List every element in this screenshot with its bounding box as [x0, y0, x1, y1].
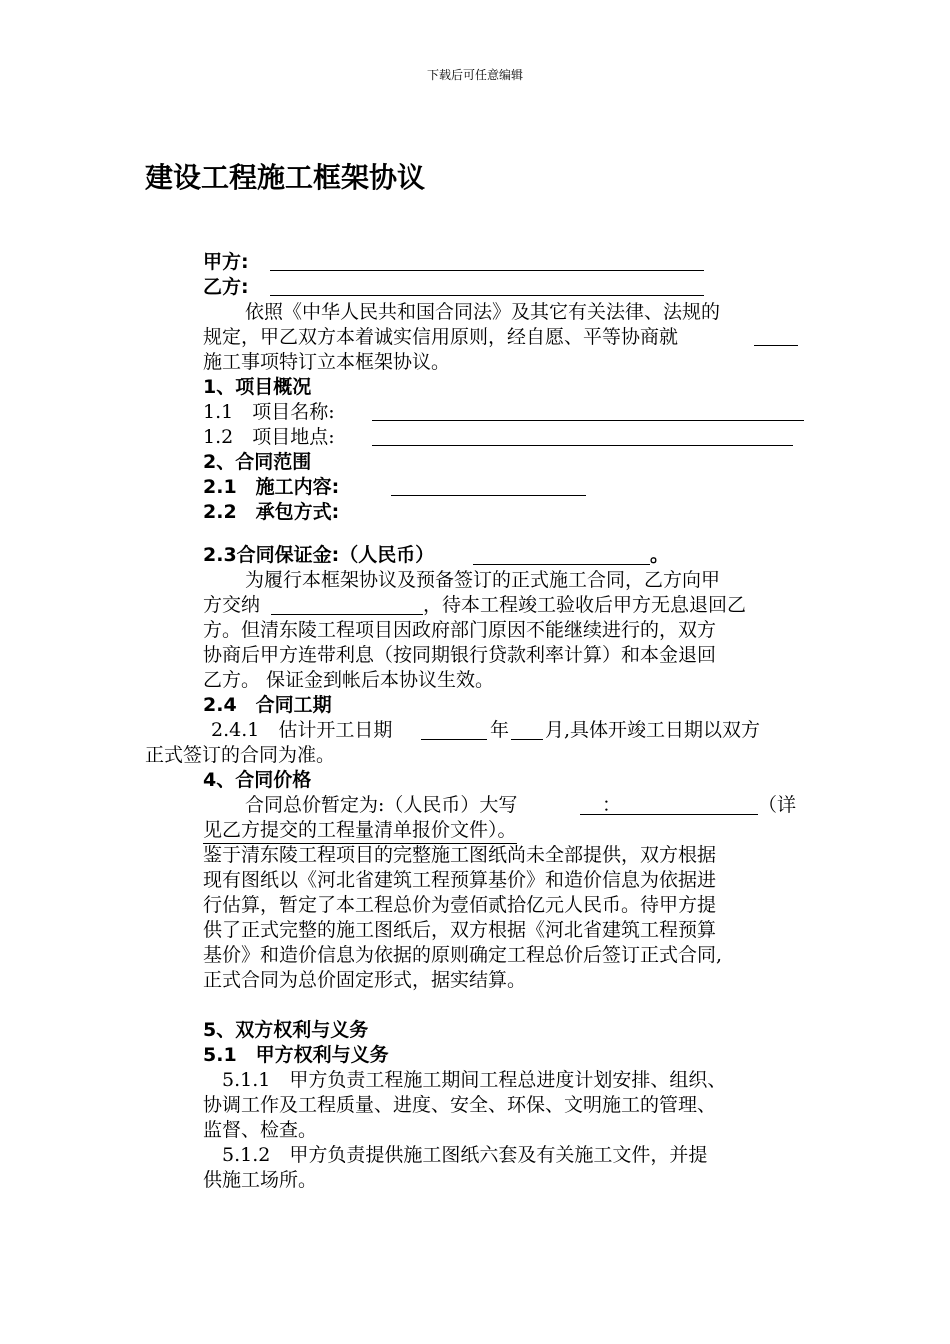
item-2-4-1-year: 年 — [490, 719, 510, 741]
item-1-1-blank — [372, 420, 804, 421]
section-1-heading: 1、项目概况 — [203, 376, 312, 398]
item-2-3-blank — [473, 564, 650, 565]
item-2-1-label: 2.1 施工内容: — [203, 476, 340, 498]
item-5-1-1-line-1: 5.1.1 甲方负责工程施工期间工程总进度计划安排、组织、 — [222, 1069, 727, 1091]
price-line-1b: ： — [602, 794, 622, 816]
item-1-2-label: 1.2 项目地点: — [203, 426, 335, 448]
section-5-heading: 5、双方权利与义务 — [203, 1019, 369, 1041]
intro-line-3: 施工事项特订立本框架协议。 — [203, 351, 451, 373]
price-para-2: 现有图纸以《河北省建筑工程预算基价》和造价信息为依据进 — [203, 869, 717, 891]
section-2-heading: 2、合同范围 — [203, 451, 312, 473]
document-title: 建设工程施工框架协议 — [145, 161, 426, 194]
item-1-2-blank — [372, 445, 793, 446]
item-5-1-1-line-3: 监督、检查。 — [203, 1119, 318, 1141]
item-2-4-1-cont: 正式签订的合同为准。 — [145, 744, 336, 766]
price-line-1c: （详 — [758, 794, 797, 816]
price-para-5: 基价》和造价信息为依据的原则确定工程总价后签订正式合同, — [203, 944, 723, 966]
price-line-1a: 合同总价暂定为:（人民币）大写 — [245, 794, 518, 816]
deposit-line-2b: ，待本工程竣工验收后甲方无息退回乙 — [423, 594, 747, 616]
party-a-label: 甲方: — [203, 251, 249, 273]
intro-line-1: 依照《中华人民共和国合同法》及其它有关法律、法规的 — [245, 301, 721, 323]
item-2-4-1-month: 月,具体开竣工日期以双方 — [545, 719, 761, 741]
intro-blank — [754, 345, 798, 346]
start-month-blank — [511, 739, 543, 740]
item-2-4-1-start: 2.4.1 估计开工日期 — [211, 719, 393, 741]
price-para-3: 行估算，暂定了本工程总价为壹佰贰拾亿元人民币。待甲方提 — [203, 894, 717, 916]
item-5-1-2-line-2: 供施工场所。 — [203, 1169, 318, 1191]
deposit-line-1: 为履行本框架协议及预备签订的正式施工合同，乙方向甲 — [245, 569, 721, 591]
deposit-line-5: 乙方。 保证金到帐后本协议生效。 — [203, 669, 495, 691]
price-para-4: 供了正式完整的施工图纸后，双方根据《河北省建筑工程预算 — [203, 919, 717, 941]
deposit-blank — [271, 614, 423, 615]
item-5-1-heading: 5.1 甲方权利与义务 — [203, 1044, 389, 1066]
intro-line-2: 规定，甲乙双方本着诚实信用原则，经自愿、平等协商就 — [203, 326, 679, 348]
price-para-6: 正式合同为总价固定形式，据实结算。 — [203, 969, 527, 991]
header-note: 下载后可任意编辑 — [426, 68, 523, 82]
item-2-3-label: 2.3合同保证金:（人民币） — [203, 544, 435, 566]
price-blank — [580, 814, 758, 815]
party-b-label: 乙方: — [203, 276, 249, 298]
party-a-blank — [270, 270, 704, 271]
item-2-2-label: 2.2 承包方式: — [203, 501, 340, 523]
party-b-blank — [270, 295, 704, 296]
deposit-line-4: 协商后甲方连带利息（按同期银行贷款利率计算）和本金退回 — [203, 644, 717, 666]
deposit-line-3: 方。但清东陵工程项目因政府部门原因不能继续进行的，双方 — [203, 619, 717, 641]
start-year-blank — [421, 739, 487, 740]
item-5-1-1-line-2: 协调工作及工程质量、进度、安全、环保、文明施工的管理、 — [203, 1094, 717, 1116]
deposit-line-2a: 方交纳 — [203, 594, 261, 616]
price-para-1: 鉴于清东陵工程项目的完整施工图纸尚未全部提供，双方根据 — [203, 844, 717, 866]
item-2-1-blank — [391, 495, 586, 496]
section-4-heading: 4、合同价格 — [203, 769, 312, 791]
price-line-2: 见乙方提交的工程量清单报价文件）。 — [203, 818, 517, 844]
item-5-1-2-line-1: 5.1.2 甲方负责提供施工图纸六套及有关施工文件，并提 — [222, 1144, 708, 1166]
item-2-3-end: 。 — [650, 544, 670, 566]
item-2-4-heading: 2.4 合同工期 — [203, 694, 332, 716]
item-1-1-label: 1.1 项目名称: — [203, 401, 335, 423]
